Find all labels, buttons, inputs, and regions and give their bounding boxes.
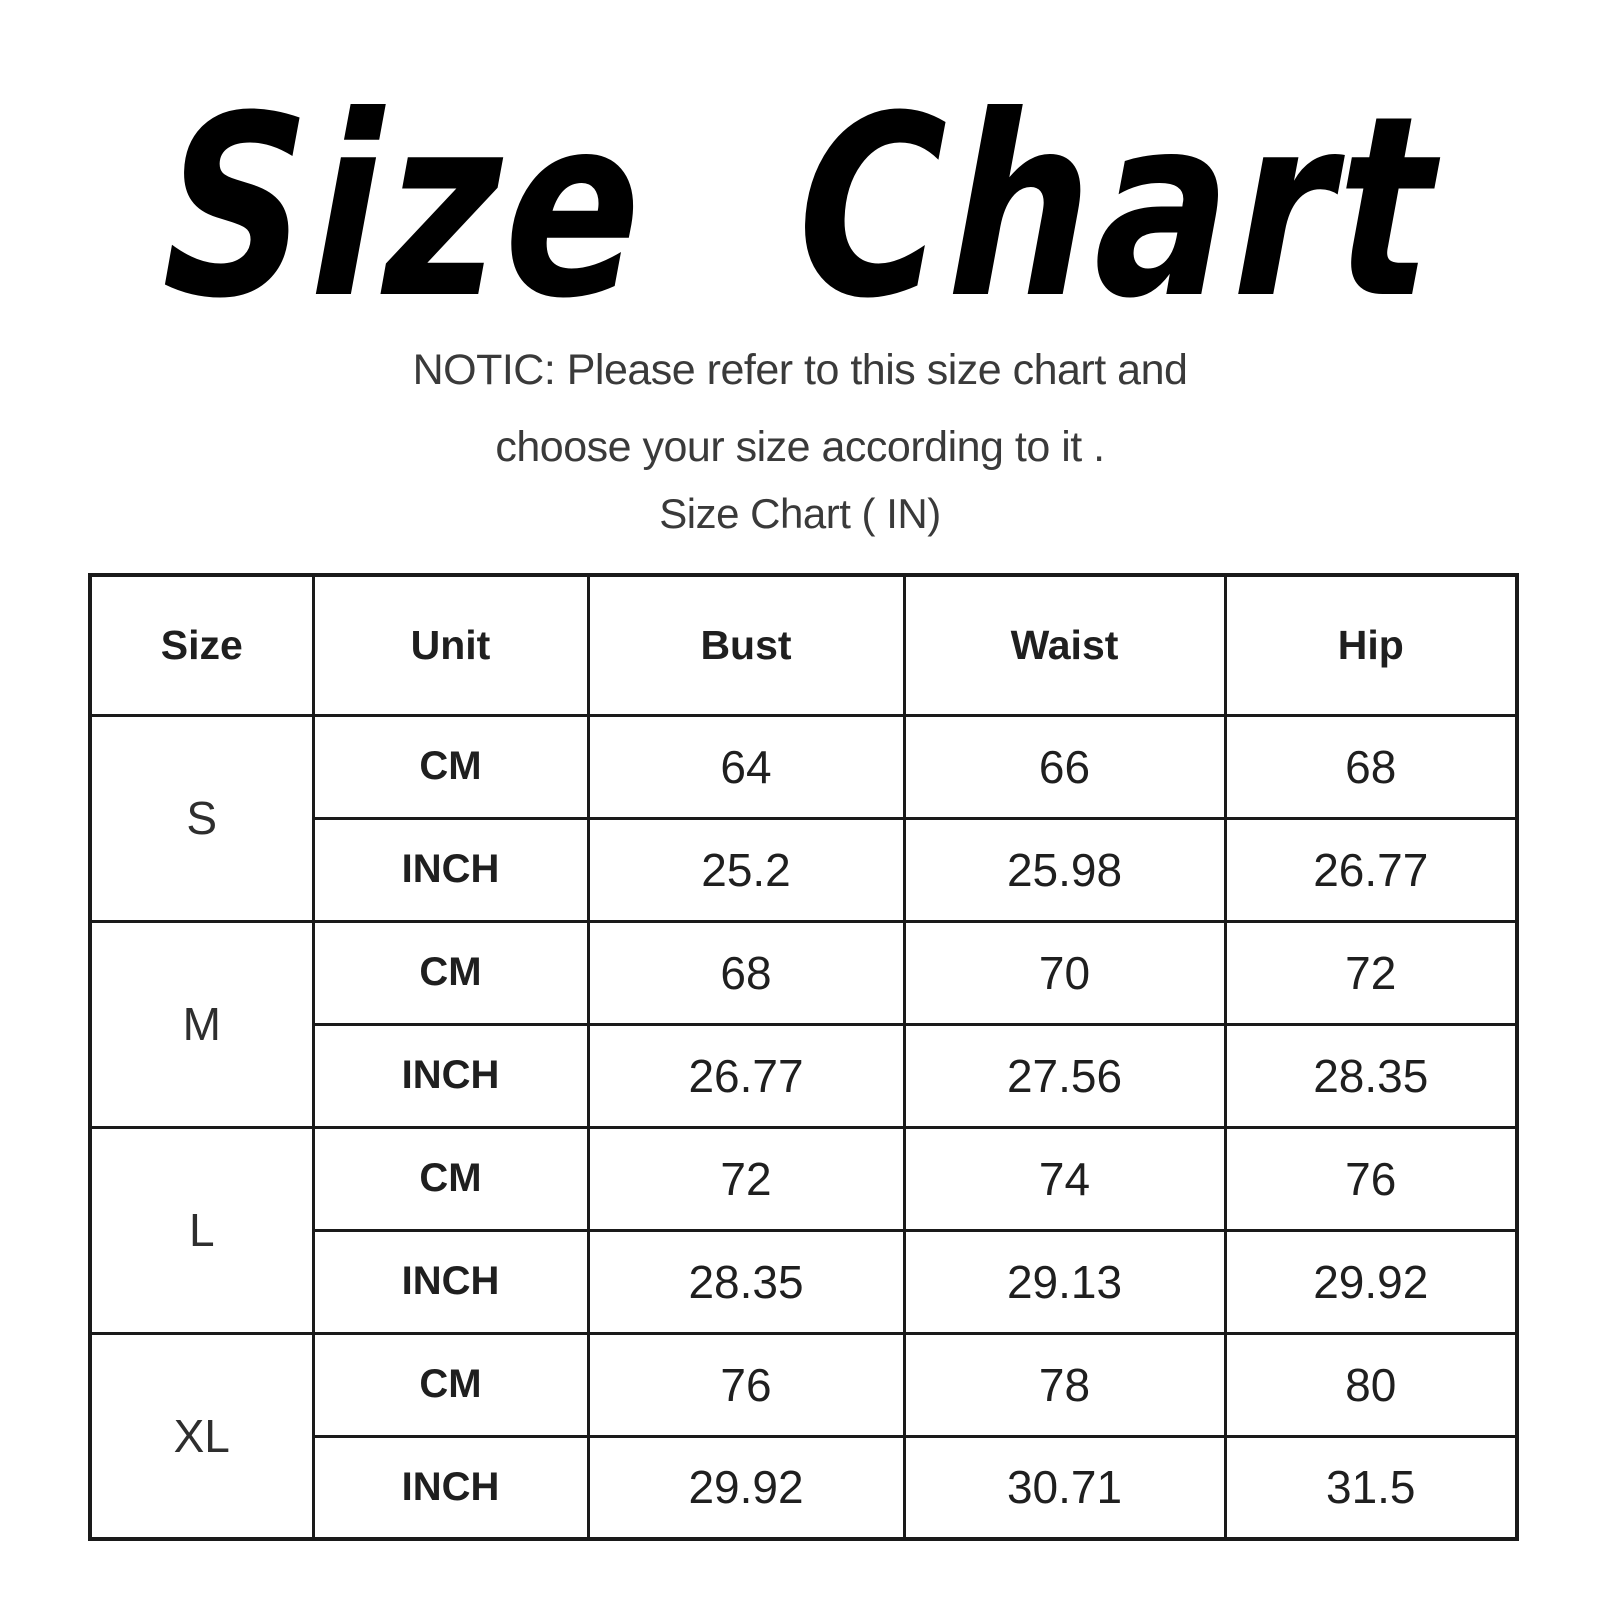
value-m-cm-waist: 70	[904, 921, 1225, 1024]
col-header-waist: Waist	[904, 575, 1225, 715]
table-row-l-cm	[90, 1127, 1517, 1230]
table-header-row	[90, 575, 1517, 715]
value-s-cm-bust: 64	[588, 715, 904, 818]
page-header	[0, 62, 1600, 354]
col-header-hip: Hip	[1225, 575, 1517, 715]
col-header-size: Size	[90, 575, 313, 715]
value-xl-inch-hip: 31.5	[1225, 1436, 1517, 1539]
table-row-xl-cm	[90, 1333, 1517, 1436]
size-chart-title: Size Chart	[159, 62, 1441, 354]
value-s-inch-bust: 25.2	[588, 818, 904, 921]
table-row-s-cm	[90, 715, 1517, 818]
size-label-xl: XL	[90, 1333, 313, 1539]
value-l-inch-hip: 29.92	[1225, 1230, 1517, 1333]
value-s-cm-hip: 68	[1225, 715, 1517, 818]
value-l-inch-bust: 28.35	[588, 1230, 904, 1333]
value-m-cm-bust: 68	[588, 921, 904, 1024]
value-l-cm-waist: 74	[904, 1127, 1225, 1230]
value-l-cm-bust: 72	[588, 1127, 904, 1230]
value-xl-inch-waist: 30.71	[904, 1436, 1225, 1539]
size-label-s: S	[90, 715, 313, 921]
unit-cell-xl-inch: INCH	[313, 1436, 588, 1539]
size-label-l: L	[90, 1127, 313, 1333]
unit-cell-s-cm: CM	[313, 715, 588, 818]
value-s-inch-hip: 26.77	[1225, 818, 1517, 921]
table-row-m-cm	[90, 921, 1517, 1024]
notice-line-2: choose your size according to it .	[495, 423, 1105, 471]
value-m-inch-waist: 27.56	[904, 1024, 1225, 1127]
unit-cell-s-inch: INCH	[313, 818, 588, 921]
unit-cell-m-cm: CM	[313, 921, 588, 1024]
value-xl-cm-hip: 80	[1225, 1333, 1517, 1436]
value-m-inch-hip: 28.35	[1225, 1024, 1517, 1127]
table-caption-in: Size Chart ( IN)	[659, 490, 941, 537]
col-header-bust: Bust	[588, 575, 904, 715]
notice-line-1: NOTIC: Please refer to this size chart and	[412, 346, 1188, 394]
unit-cell-xl-cm: CM	[313, 1333, 588, 1436]
value-m-inch-bust: 26.77	[588, 1024, 904, 1127]
value-m-cm-hip: 72	[1225, 921, 1517, 1024]
value-l-inch-waist: 29.13	[904, 1230, 1225, 1333]
size-label-m: M	[90, 921, 313, 1127]
size-chart-table	[88, 573, 1519, 1541]
value-s-inch-waist: 25.98	[904, 818, 1225, 921]
unit-cell-l-inch: INCH	[313, 1230, 588, 1333]
value-xl-inch-bust: 29.92	[588, 1436, 904, 1539]
unit-cell-m-inch: INCH	[313, 1024, 588, 1127]
col-header-unit: Unit	[313, 575, 588, 715]
value-l-cm-hip: 76	[1225, 1127, 1517, 1230]
value-s-cm-waist: 66	[904, 715, 1225, 818]
value-xl-cm-waist: 78	[904, 1333, 1225, 1436]
unit-cell-l-cm: CM	[313, 1127, 588, 1230]
value-xl-cm-bust: 76	[588, 1333, 904, 1436]
